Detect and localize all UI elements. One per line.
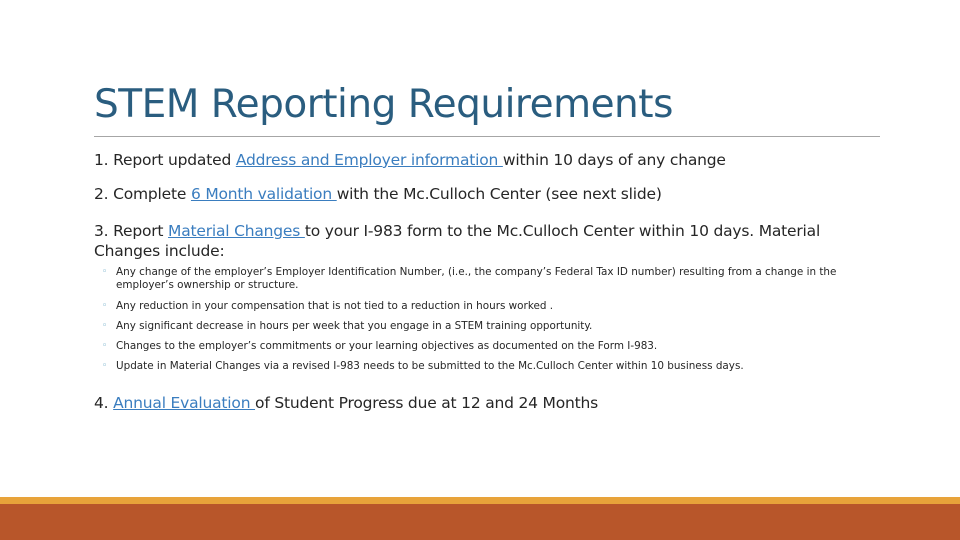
requirement-3 [94, 221, 884, 261]
list-item-text: Changes to the employer’s commitments or your learning objectives as documented on the Form I-983. [116, 340, 658, 352]
annual-evaluation-link[interactable]: Annual Evaluation [113, 394, 256, 412]
requirement-1-text: 1. Report updated [94, 151, 236, 169]
requirement-1 [94, 150, 726, 170]
six-month-validation-link[interactable]: 6 Month validation [190, 185, 337, 203]
material-changes-link[interactable]: Material Changes [168, 222, 305, 240]
requirement-3-text-end: to your I-983 form to the Mc.Culloch Center within 10 days. Material Changes include: [94, 222, 821, 260]
bullet-icon: ◦ [102, 321, 108, 331]
footer-band [0, 504, 960, 540]
requirement-4-text: 4. [94, 394, 114, 412]
bullet-icon: ◦ [102, 267, 108, 277]
requirement-2-text-end: with the Mc.Culloch Center (see next slide) [336, 185, 662, 203]
slide-title: STEM Reporting Requirements [94, 82, 673, 127]
bullet-icon: ◦ [102, 361, 108, 371]
list-item [102, 300, 862, 313]
requirement-4-text-end: of Student Progress due at 12 and 24 Months [255, 394, 599, 412]
address-employer-link[interactable]: Address and Employer information [235, 151, 503, 169]
list-item [102, 340, 862, 353]
requirement-2 [94, 184, 662, 204]
list-item-text: Any change of the employer’s Employer Identification Number, (i.e., the company’s Federal Tax ID number) resulting from a change in the employer’s ownership or structure. [116, 266, 837, 291]
requirement-3-text: 3. Report [94, 222, 169, 240]
material-changes-list [102, 266, 862, 373]
requirement-4 [94, 393, 598, 413]
requirement-1-text-end: within 10 days of any change [502, 151, 726, 169]
list-item [102, 360, 862, 373]
bullet-icon: ◦ [102, 301, 108, 311]
title-divider [94, 136, 880, 137]
list-item-text: Any reduction in your compensation that is not tied to a reduction in hours worked . [116, 300, 554, 312]
list-item-text: Any significant decrease in hours per week that you engage in a STEM training opportunity. [116, 320, 593, 332]
bullet-icon: ◦ [102, 341, 108, 351]
list-item [102, 320, 862, 333]
footer-accent-stripe [0, 497, 960, 504]
list-item [102, 266, 862, 292]
list-item-text: Update in Material Changes via a revised I-983 needs to be submitted to the Mc.Culloch Center within 10 business days. [116, 360, 744, 372]
requirement-2-text: 2. Complete [94, 185, 191, 203]
